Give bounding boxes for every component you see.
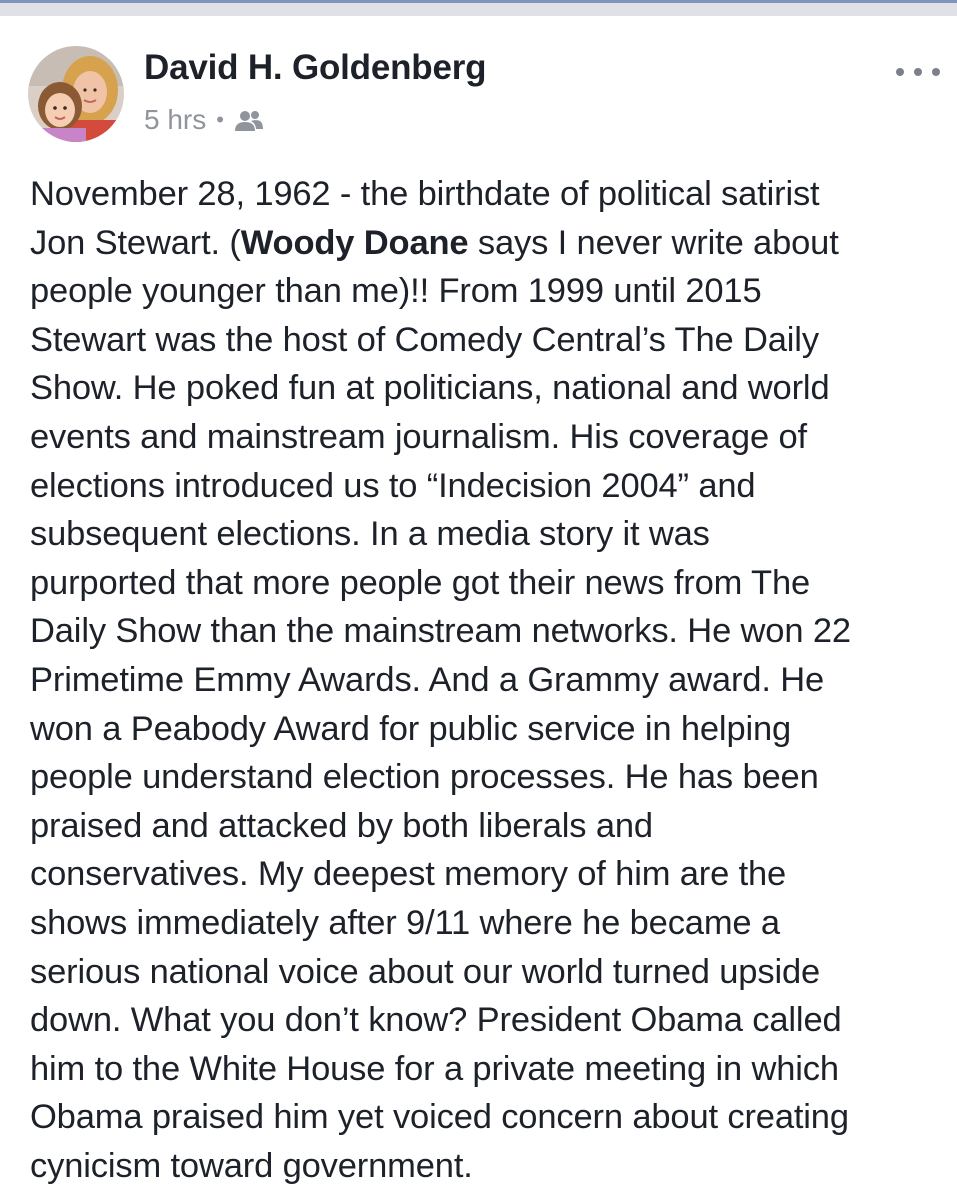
post-line: [30, 316, 950, 365]
more-options-dot: [932, 68, 940, 76]
post-text: Obama praised him yet voiced concern about creating: [30, 1098, 849, 1137]
post-line: [30, 753, 950, 802]
post-line: [30, 559, 950, 608]
post-text: cynicism toward government.: [30, 1146, 473, 1185]
post-line: [30, 996, 950, 1045]
friends-icon[interactable]: [234, 108, 264, 132]
post-text: praised and attacked by both liberals and: [30, 806, 653, 845]
post-line: [30, 413, 950, 462]
post-text: November 28, 1962 - the birthdate of political satirist: [30, 175, 820, 213]
more-options-icon: [896, 68, 904, 76]
post-line: [30, 267, 950, 316]
post-text: events and mainstream journalism. His coverage of: [30, 417, 807, 456]
post-text: elections introduced us to “Indecision 2004” and: [30, 466, 756, 505]
post-text: people younger than me)!! From 1999 until 2015: [30, 272, 762, 311]
post-line: [30, 850, 950, 899]
post-text: Stewart was the host of Comedy Central’s The Daily: [30, 320, 819, 359]
post-text: down. What you don’t know? President Obama called: [30, 1001, 842, 1040]
meta-separator: •: [216, 107, 224, 132]
post-card: [0, 16, 957, 1200]
author-name[interactable]: David H. Goldenberg: [144, 48, 487, 87]
post-text: Daily Show than the mainstream networks. He won 22: [30, 612, 851, 651]
top-accent-line: [0, 0, 957, 3]
post-text: says I never write about: [468, 223, 839, 262]
post-line: [30, 802, 950, 851]
post-text: people understand election processes. He has been: [30, 758, 819, 797]
post-body-text: [30, 170, 950, 1190]
post-line: [30, 364, 950, 413]
post-line: [30, 899, 950, 948]
post-text: shows immediately after 9/11 where he became a: [30, 903, 780, 942]
more-options-button[interactable]: [896, 60, 940, 84]
post-line: [30, 170, 950, 219]
post-line: [30, 705, 950, 754]
post-text: subsequent elections. In a media story it was: [30, 515, 710, 554]
post-line: [30, 1045, 950, 1094]
post-text: Jon Stewart. (: [30, 223, 241, 262]
post-text: Show. He poked fun at politicians, national and world: [30, 369, 830, 408]
avatar-photo-icon: [28, 46, 124, 142]
post-text: won a Peabody Award for public service in helping: [30, 709, 792, 748]
post-line: [30, 510, 950, 559]
post-line: [30, 656, 950, 705]
post-line: [30, 219, 950, 268]
post-text: purported that more people got their news from The: [30, 563, 811, 602]
post-line: [30, 462, 950, 511]
post-meta: [144, 102, 264, 138]
more-options-dot: [914, 68, 922, 76]
author-avatar[interactable]: [28, 46, 124, 142]
mention-link[interactable]: Woody Doane: [240, 223, 469, 262]
post-text: conservatives. My deepest memory of him are the: [30, 855, 787, 894]
post-text: him to the White House for a private meeting in which: [30, 1049, 839, 1088]
post-line: [30, 1093, 950, 1142]
post-text: serious national voice about our world turned upside: [30, 952, 821, 991]
post-timestamp[interactable]: 5 hrs: [144, 104, 207, 135]
post-line: [30, 607, 950, 656]
post-line: [30, 1142, 950, 1191]
post-line: [30, 948, 950, 997]
post-text: Primetime Emmy Awards. And a Grammy award. He: [30, 660, 825, 699]
